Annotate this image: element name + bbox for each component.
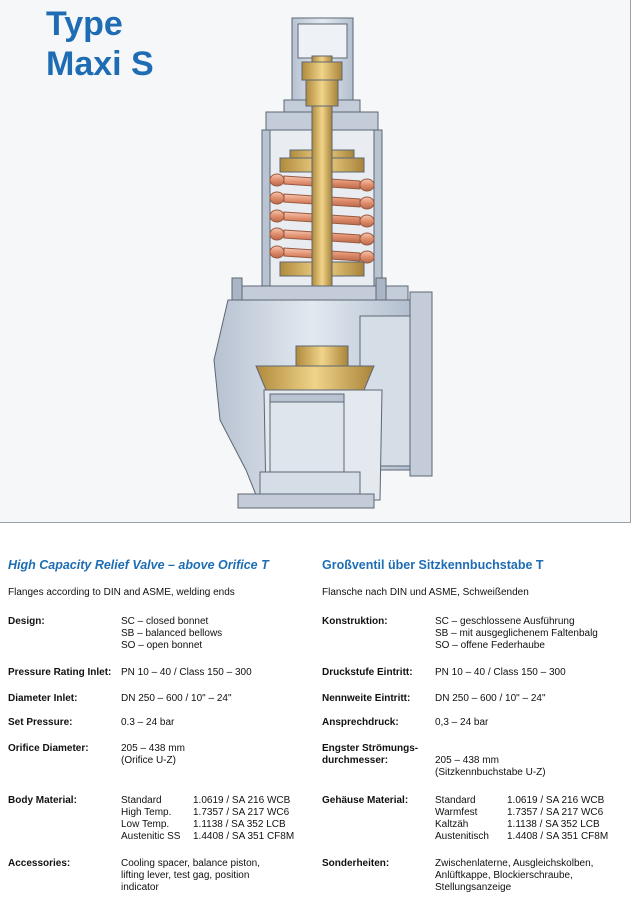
german-subheading: Flansche nach DIN und ASME, Schweißenden bbox=[322, 587, 529, 598]
german-spec-column: Großventil über Sitzkennbuchstabe T Flansche nach DIN und ASME, Schweißenden Konstruktion: SC – geschlossene Ausführung SB – mit ausgeglichenem Faltenbalg SO – offene Federhaube Druckstufe Eintritt: PN 10 – 40 / Class 150 – 300 Nennweite Eintritt: DN 250 – 600 / 10" – 24" Ansprechdruck: 0,3 – 24 bar Engster Strömungs- durchmesser: 205 – 438 mm (Sitzkennbuchstabe U-Z) Gehäuse Material: Standard 1.0619 / SA 216 WCB Warmfest 1.7357 / SA 217 WC6 Kaltzäh 1.1138 / SA 352 LCB Austenitisch 1.4408 / SA 351 CF8M Sonderheiten: Zwischenlaterne, Ausgleichskolben, Anlüftkappe, Blockierschraube, Stellungsanzeige bbox=[322, 558, 622, 601]
english-heading: High Capacity Relief Valve – above Orifice T bbox=[8, 558, 269, 572]
title-line-2: Maxi S bbox=[46, 45, 154, 83]
english-subheading: Flanges according to DIN and ASME, welding ends bbox=[8, 587, 235, 598]
german-heading: Großventil über Sitzkennbuchstabe T bbox=[322, 558, 544, 572]
design-values: SC – closed bonnet SB – balanced bellows SO – open bonnet bbox=[121, 616, 223, 651]
product-title bbox=[46, 4, 154, 84]
design-label: Design: bbox=[8, 616, 45, 627]
title-line-1: Type bbox=[46, 5, 123, 43]
english-spec-column: High Capacity Relief Valve – above Orifice T Flanges according to DIN and ASME, welding ends Design: SC – closed bonnet SB – balanced bellows SO – open bonnet Pressure Rating Inlet: PN 10 – 40 / Class 150 – 300 Diameter Inlet: DN 250 – 600 / 10" – 24" Set Pressure: 0.3 – 24 bar Orifice Diameter: 205 – 438 mm (Orifice U-Z) Body Material: Standard 1.0619 / SA 216 WCB High Temp. 1.7357 / SA 217 WC6 Low Temp. 1.1138 / SA 352 LCB Austenitic SS 1.4408 / SA 351 CF8M Accessories: Cooling spacer, balance piston, lifting lever, test gag, position indicator bbox=[8, 558, 308, 601]
